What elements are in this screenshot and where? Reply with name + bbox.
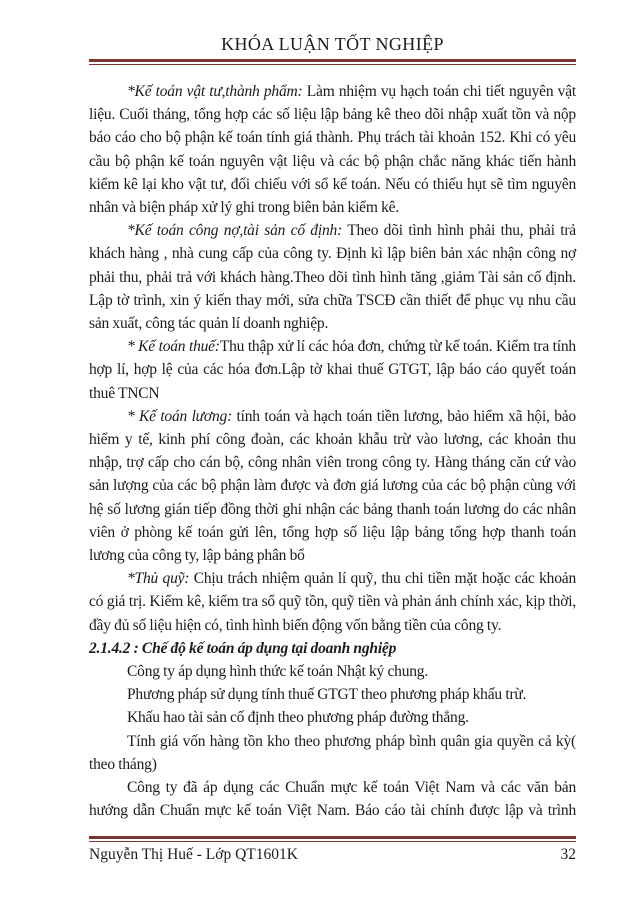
paragraph: * Kế toán lương: tính toán và hạch toán tiền lương, bảo hiểm xã hội, bảo hiểm y tế, kinh phí công đoàn, các khoản khẫu trừ vào lương, các khoản thu nhập, trợ cấp cho cán bộ, công nhân viên trong công ty. Hàng tháng căn cứ vào sản lượng của các bộ phận làm được và đơn giá lương của các bộ phận cùng với hệ số lương gián tiếp đồng thời ghi nhận các bảng thanh toán lương do các nhân viên ở phòng kế toán gửi lên, tổng hợp số liệu lập bảng tổng hợp thanh toán lương của công ty, lập bảng phân bổ	[89, 407, 576, 565]
page-header	[89, 0, 576, 65]
page-title: KHÓA LUẬN TỐT NGHIỆP	[221, 34, 444, 54]
paragraph: * Kế toán thuế:Thu thập xử lí các hóa đơn, chứng từ kế toán. Kiểm tra tính hợp lí, hợp lệ của các hóa đơn.Lập tờ khai thuế GTGT, lập báo cáo quyết toán thuê TNCN	[89, 338, 576, 402]
document-body	[89, 80, 576, 823]
paragraph: Công ty áp dụng hình thức kế toán Nhật ký chung.	[127, 663, 429, 681]
page-footer	[89, 836, 576, 865]
paragraph: Công ty đã áp dụng các Chuẩn mực kế toán Việt Nam và các văn bản hướng dẫn Chuẩn mực kế toán Việt Nam. Báo cáo tài chính được lập và trình	[89, 779, 576, 820]
header-divider	[89, 59, 576, 65]
paragraph: Khấu hao tài sản cố định theo phương pháp đường thẳng.	[127, 709, 469, 727]
paragraph-lead: *Thủ quỹ:	[127, 570, 190, 588]
paragraph: Tính giá vốn hàng tồn kho theo phương pháp bình quân gia quyền cả kỳ( theo tháng)	[89, 732, 576, 773]
paragraph: Phương pháp sử dụng tính thuế GTGT theo phương pháp khấu trừ.	[127, 686, 527, 704]
section-heading: 2.1.4.2 : Chế độ kế toán áp dụng tại doanh nghiệp	[89, 639, 397, 657]
paragraph: *Kế toán công nợ,tài sản cố định: Theo dõi tình hình phải thu, phải trả khách hàng , nhà cung cấp của công ty. Định kì lập biên bản xác nhận công nợ phải thu, phải trả với khách hàng.Theo dõi tình hình tăng ,giảm Tài sản cố định. Lập tờ trình, xin ý kiến thay mới, sửa chữa TSCĐ cần thiết để phục vụ nhu cầu sản xuất, công tác quản lí doanh nghiệp.	[89, 222, 576, 333]
footer-page-number: 32	[560, 846, 576, 863]
paragraph: *Kế toán vật tư,thành phẩm: Làm nhiệm vụ hạch toán chi tiết nguyên vật liệu. Cuối tháng, tổng hợp các số liệu lập bảng kê theo dõi nhập xuất tồn và nộp báo cáo cho bộ phận kế toán tính giá thành. Phụ trách tài khoản 152. Khi có yêu cầu bộ phận kế toán nguyên vật liệu và các bộ phận chắc năng khác tiến hành kiểm kê lại kho vật tư, đối chiếu với sổ kế toán. Nếu có thiếu hụt sẽ tìm nguyên nhân và biện pháp xử lý ghi trong biên bản kiểm kê.	[89, 83, 576, 217]
footer-divider	[89, 836, 576, 842]
footer-author: Nguyễn Thị Huế - Lớp QT1601K	[89, 846, 298, 863]
paragraph-lead: * Kế toán lương:	[127, 407, 233, 425]
paragraph-lead: * Kế toán thuế:	[127, 338, 220, 356]
paragraph-lead: *Kế toán công nợ,tài sản cố định:	[127, 222, 343, 240]
paragraph: *Thủ quỹ: Chịu trách nhiệm quản lí quỹ, thu chi tiền mặt hoặc các khoản có giá trị. Kiểm kê, kiểm tra sổ quỹ tồn, quỹ tiền và phản ánh chính xác, kịp thời, đầy đủ số liệu hiện có, tình hình biến động vốn bằng tiền của công ty.	[89, 570, 577, 634]
footer-row	[89, 845, 576, 865]
paragraph-lead: *Kế toán vật tư,thành phẩm:	[127, 83, 303, 100]
